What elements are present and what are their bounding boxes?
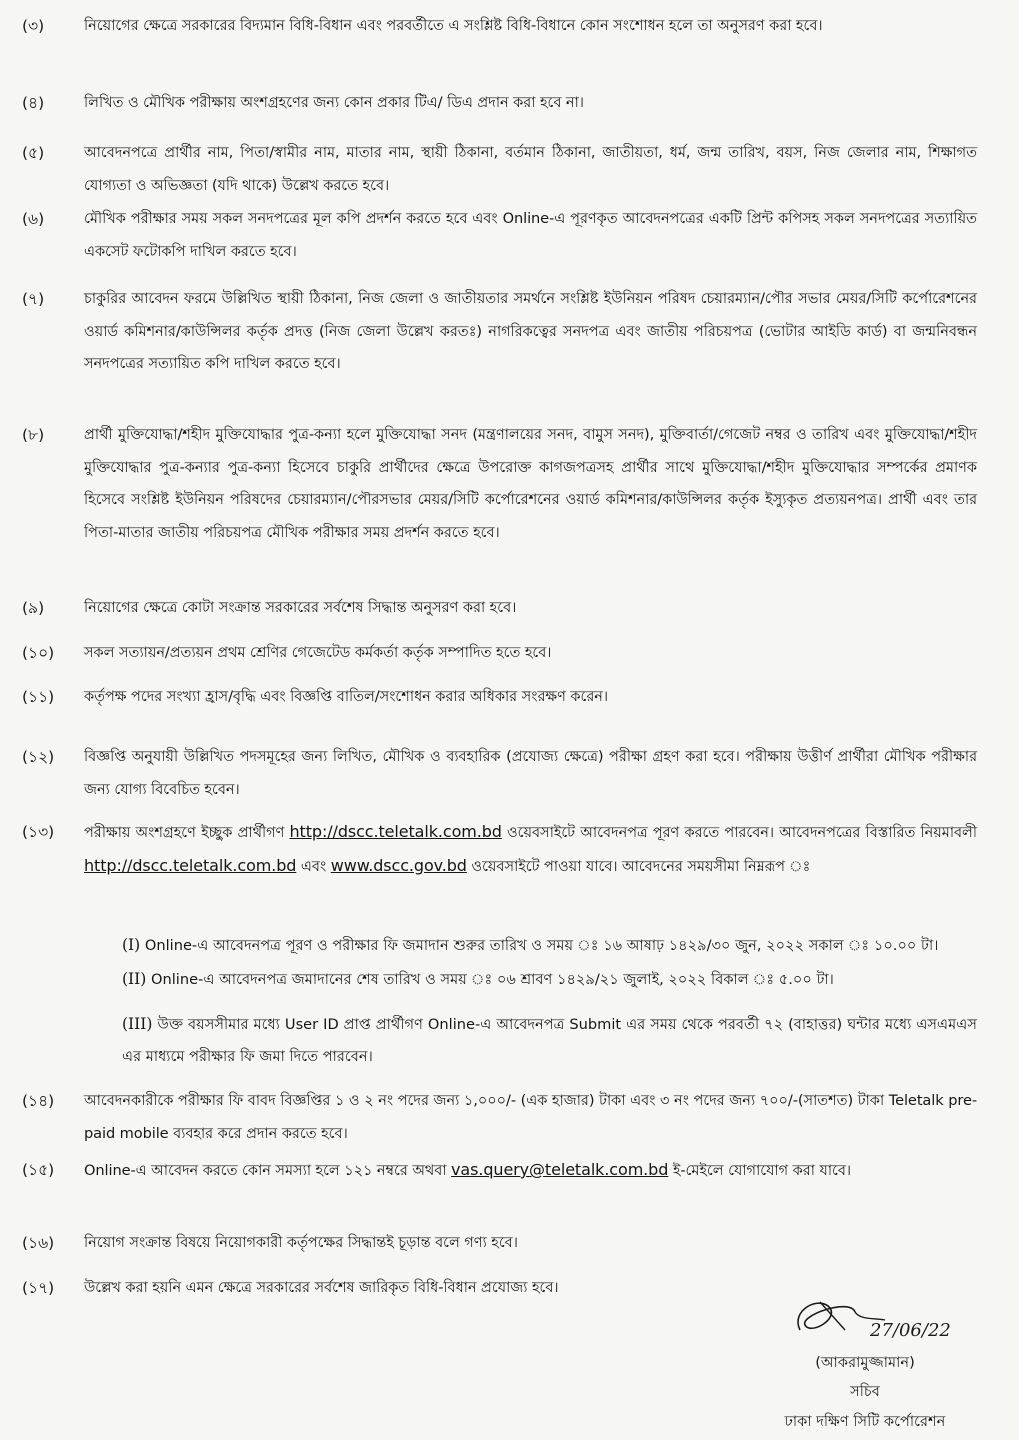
clause-13-part3: এবং <box>300 857 327 875</box>
clause-number: (৭) <box>22 290 45 308</box>
clause-text: নিয়োগের ক্ষেত্রে কোটা সংক্রান্ত সরকারের সর্বশেষ সিদ্ধান্ত অনুসরণ করা হবে। <box>84 599 517 616</box>
clause-13-part4: ওয়েবসাইটে পাওয়া যাবে। আবেদনের সময়সীমা নিম্নরূপ ঃ <box>471 857 811 875</box>
clause-number: (১৬) <box>22 1234 55 1252</box>
clause-10 <box>22 637 977 670</box>
teletalk-link-2[interactable]: http://dscc.teletalk.com.bd <box>84 855 297 875</box>
roman-numeral: (I) <box>122 936 141 954</box>
clause-text: উল্লেখ করা হয়নি এমন ক্ষেত্রে সরকারের সর্বশেষ জারিকৃত বিধি-বিধান প্রযোজ্য হবে। <box>84 1279 559 1296</box>
clause-13-part1: পরীক্ষায় অংশগ্রহণে ইচ্ছুক প্রার্থীগণ <box>84 824 285 841</box>
clause-text: নিয়োগের ক্ষেত্রে সরকারের বিদ্যমান বিধি-বিধান এবং পরবর্তীতে এ সংশ্লিষ্ট বিধি-বিধানে কোন সংশোধন হলে তা অনুসরণ করা হবে। <box>84 17 823 34</box>
schedule-text: Online-এ আবেদনপত্র পূরণ ও পরীক্ষার ফি জমাদান শুরুর তারিখ ও সময় ঃ ১৬ আষাঢ় ১৪২৯/৩০ জুন, ২০২২ সকাল ঃ ১০.০০ টা। <box>144 937 939 954</box>
clause-text: আবেদনপত্রে প্রার্থীর নাম, পিতা/স্বামীর নাম, মাতার নাম, স্থায়ী ঠিকানা, বর্তমান ঠিকানা, জাতীয়তা, ধর্ম, জন্ম তারিখ, বয়স, নিজ জেলার নাম, শিক্ষাগত যোগ্যতা ও অভিজ্ঞতা (যদি থাকে) উল্লেখ করতে হবে। <box>84 144 977 194</box>
clause-number: (১৪) <box>22 1092 55 1110</box>
roman-numeral: (II) <box>122 970 147 988</box>
clause-3 <box>22 10 977 43</box>
clause-text: নিয়োগ সংক্রান্ত বিষয়ে নিয়োগকারী কর্তৃপক্ষের সিদ্ধান্তই চূড়ান্ত বলে গণ্য হবে। <box>84 1234 518 1251</box>
signatory-organization: ঢাকা দক্ষিণ সিটি কর্পোরেশন <box>784 1413 946 1430</box>
clause-text <box>84 816 977 883</box>
clause-text: চাকুরির আবেদন ফরমে উল্লিখিত স্থায়ী ঠিকানা, নিজ জেলা ও জাতীয়তার সমর্থনে সংশ্লিষ্ট ইউনিয়ন পরিষদ চেয়ারম্যান/পৌর সভার মেয়র/সিটি কর্পোরেশনের ওয়ার্ড কমিশনার/কাউন্সিলর কর্তৃক প্রদত্ত (নিজ জেলা উল্লেখ করতঃ) নাগরিকত্বের সনদপত্র এবং জাতীয় পরিচয়পত্র (ভোটার আইডি কার্ড) বা জন্মনিবন্ধন সনদপত্রের সত্যায়িত কপি দাখিল করতে হবে। <box>84 290 977 372</box>
clause-number: (১৫) <box>22 1161 55 1179</box>
clause-text: কর্তৃপক্ষ পদের সংখ্যা হ্রাস/বৃদ্ধি এবং বিজ্ঞপ্তি বাতিল/সংশোধন করার অধিকার সংরক্ষণ করেন। <box>84 688 609 705</box>
clause-7 <box>22 283 977 381</box>
clause-5 <box>22 137 977 202</box>
clause-13-part2: ওয়েবসাইটে আবেদনপত্র পূরণ করতে পারবেন। আবেদনপত্রের বিস্তারিত নিয়মাবলী <box>507 824 977 841</box>
clause-number: (১১) <box>22 688 55 706</box>
clause-text: লিখিত ও মৌখিক পরীক্ষায় অংশগ্রহণের জন্য কোন প্রকার টিএ/ ডিএ প্রদান করা হবে না। <box>84 94 584 111</box>
roman-numeral: (III) <box>122 1015 153 1033</box>
signatory-name: (আকরামুজ্জামান) <box>815 1354 915 1371</box>
clause-number: (৪) <box>22 94 45 112</box>
schedule-item-3 <box>122 1008 977 1073</box>
clause-12 <box>22 741 977 806</box>
support-email-link[interactable]: vas.query@teletalk.com.bd <box>451 1160 669 1179</box>
clause-number: (৫) <box>22 144 45 162</box>
clause-number: (১৭) <box>22 1279 55 1297</box>
schedule-text: উক্ত বয়সসীমার মধ্যে User ID প্রাপ্ত প্রার্থীগণ Online-এ আবেদনপত্র Submit এর সময় থেকে পরবর্তী ৭২ (বাহাত্তর) ঘন্টার মধ্যে এসএমএস এর মাধ্যমে পরীক্ষার ফি জমা দিতে পারবেন। <box>122 1016 978 1065</box>
signatory-title: সচিব <box>850 1383 880 1400</box>
clause-number: (১০) <box>22 644 55 662</box>
schedule-item-1 <box>122 929 977 962</box>
schedule-item-2 <box>122 963 977 996</box>
clause-number: (৩) <box>22 17 45 35</box>
signature-date: 27/06/22 <box>870 1320 951 1341</box>
clause-number: (৯) <box>22 599 45 617</box>
clause-number: (৮) <box>22 426 45 444</box>
clause-text: বিজ্ঞপ্তি অনুযায়ী উল্লিখিত পদসমূহের জন্য লিখিত, মৌখিক ও ব্যবহারিক (প্রযোজ্য ক্ষেত্রে) পরীক্ষা গ্রহণ করা হবে। পরীক্ষায় উত্তীর্ণ প্রার্থীরা মৌখিক পরীক্ষার জন্য যোগ্য বিবেচিত হবেন। <box>84 748 977 798</box>
clause-13 <box>22 816 977 883</box>
clause-text <box>84 1154 977 1188</box>
handwritten-signature <box>760 1290 951 1350</box>
schedule-text: Online-এ আবেদনপত্র জমাদানের শেষ তারিখ ও সময় ঃ ০৬ শ্রাবণ ১৪২৯/২১ জুলাই, ২০২২ বিকাল ঃ ৫.০০ টা। <box>150 971 834 988</box>
clause-15-part1: Online-এ আবেদন করতে কোন সমস্যা হলে ১২১ নম্বরে অথবা <box>84 1162 447 1179</box>
signature-block <box>730 1290 1000 1440</box>
clause-text: প্রার্থী মুক্তিযোদ্ধা/শহীদ মুক্তিযোদ্ধার পুত্র-কন্যা হলে মুক্তিযোদ্ধা সনদ (মন্ত্রণালয়ের সনদ, বামুস সনদ), মুক্তিবার্তা/গেজেট নম্বর ও তারিখ এবং মুক্তিযোদ্ধা/শহীদ মুক্তিযোদ্ধার পুত্র-কন্যার পুত্র-কন্যা হিসেবে চাকুরি প্রার্থীদের ক্ষেত্রে উপরোক্ত কাগজপত্রসহ প্রার্থীর সাথে মুক্তিযোদ্ধা/শহীদ মুক্তিযোদ্ধার সম্পর্কের প্রমাণক হিসেবে সংশ্লিষ্ট ইউনিয়ন পরিষদের চেয়ারম্যান/পৌরসভার মেয়র/সিটি কর্পোরেশনের ওয়ার্ড কমিশনার/কাউন্সিলর কর্তৃক ইস্যুকৃত প্রত্যয়নপত্র। প্রার্থী এবং তার পিতা-মাতার জাতীয় পরিচয়পত্র মৌখিক পরীক্ষার সময় প্রদর্শন করতে হবে। <box>84 426 977 541</box>
clause-15-part2: ই-মেইলে যোগাযোগ করা যাবে। <box>672 1162 852 1179</box>
clause-6 <box>22 203 977 268</box>
dscc-gov-link[interactable]: www.dscc.gov.bd <box>330 855 467 875</box>
clause-number: (১৩) <box>22 823 55 841</box>
clause-number: (১২) <box>22 748 55 766</box>
clause-14 <box>22 1085 977 1150</box>
teletalk-link[interactable]: http://dscc.teletalk.com.bd <box>289 822 502 841</box>
clause-text: আবেদনকারীকে পরীক্ষার ফি বাবদ বিজ্ঞপ্তির ১ ও ২ নং পদের জন্য ১,০০০/- (এক হাজার) টাকা এবং ৩ নং পদের জন্য ৭০০/-(সাতশত) টাকা Teletalk pre-paid mobile ব্যবহার করে প্রদান করতে হবে। <box>84 1092 977 1142</box>
clause-text: মৌখিক পরীক্ষার সময় সকল সনদপত্রের মূল কপি প্রদর্শন করতে হবে এবং Online-এ পূরণকৃত আবেদনপত্রের একটি প্রিন্ট কপিসহ সকল সনদপত্রের সত্যায়িত একসেট ফটোকপি দাখিল করতে হবে। <box>84 210 977 260</box>
clause-9 <box>22 592 977 625</box>
clause-8 <box>22 419 977 549</box>
clause-15 <box>22 1154 977 1188</box>
clause-text: সকল সত্যায়ন/প্রত্যয়ন প্রথম শ্রেণির গেজেটেড কর্মকর্তা কর্তৃক সম্পাদিত হতে হবে। <box>84 644 552 661</box>
clause-16 <box>22 1227 977 1260</box>
clause-number: (৬) <box>22 210 45 228</box>
clause-11 <box>22 681 977 714</box>
clause-4 <box>22 87 977 120</box>
